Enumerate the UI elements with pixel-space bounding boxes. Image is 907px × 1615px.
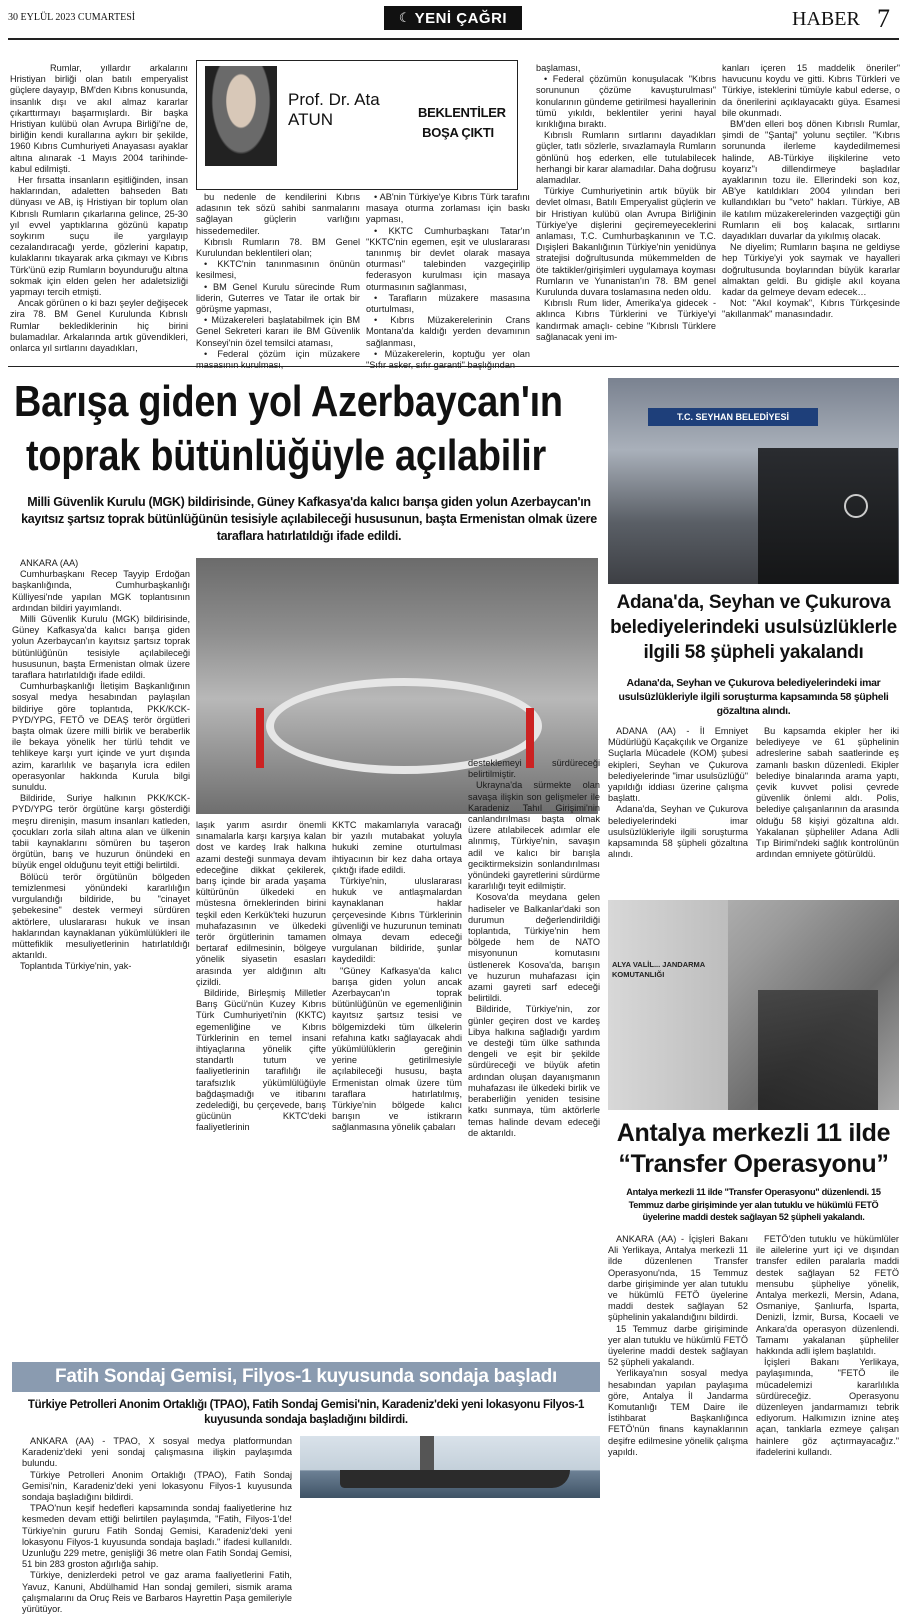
article3-body <box>22 1436 292 1615</box>
article4-col2 <box>756 1234 899 1496</box>
article3-headline: Fatih Sondaj Gemisi, Filyos-1 kuyusunda sondaja başladı <box>55 1366 557 1387</box>
paragraph: BM'den elleri boş dönen Kıbrıslı Rumlar, şimdi de "Şantaj" yolunu seçtiler. "Kıbrıs sorununda ilerleme kaydedilmemesi halinde, AB-Türkiye ilişkilerine veto koyarız"ı dillendirmeye başladılar ayaklarının tozu ile. Ellerindeki son koz, AB'ye katıldıkları 2004 yılından beri kullandıkları bu "veto" hakları. Türkiye, AB ile katılım müzakerelerinden vazgeçtiği gün Rumların eli boş kalacak, sırtlarını dayadıkları duvarlar da yıkılmış olacak. <box>722 119 900 242</box>
article1-spot: Milli Güvenlik Kurulu (MGK) bildirisinde, Güney Kafkasya'da kalıcı barışa giden yolun Azerbaycan'ın kayıtsız şartsız toprak bütünlüğünün tesisiyle açılabileceği hususunun, başta Ermenistan olmak üzere taraflara hatırlatıldığı ifade edildi. <box>21 495 597 543</box>
article1-col3 <box>332 820 462 1355</box>
paragraph: Bölücü terör örgütünün bölgeden temizlenmesi yönündeki kararlılığın vurgulandığı bildiride, bu "cinayet şebekesine" destek vermeyi sürdüren aktörlere, uluslararası hukuk ve insan haklarından kaynaklanan yükümlülükleri ile müttefiklik mesuliyetlerinin hatırlatıldığı aktarıldı. <box>12 871 190 961</box>
paragraph: Türkiye Petrolleri Anonim Ortaklığı (TPAO), Fatih Sondaj Gemisi'nin, Karadeniz'deki yeni lokasyonu Filyos-1 kuyusunda sondaja başladığını bildirdi. <box>22 1469 292 1503</box>
paragraph: Cumhurbaşkanlığı İletişim Başkanlığının sosyal medya hesabından paylaşılan bildiriye göre toplantıda, PKK/KCK-PYD/YPG, FETÖ ve DEAŞ terör örgütleri başta olmak üzere milli birlik ve beraberlik ile bekaya yönelik her türlü tehdit ve tehlikeye karşı yurt içinde ve yurt dışında azim, kararlılık ve başarıyla icra edilen operasyonlar hakkında Kurula bilgi sunuldu. <box>12 681 190 793</box>
paragraph: KKTC makamlarıyla varacağı bir yazılı mutabakat yoluyla hukuki zemine oturtulması ihtiyacının bir kez daha ortaya çıktığı ifade edildi. <box>332 820 462 875</box>
paragraph: Ukrayna'da sürmekte olan savaşa ilişkin son gelişmeler ile Karadeniz Tahıl Girişimi'nin canlandırılması başta olmak üzere atılabilecek adımlar ele alınmış, Türkiye'nin, savaşın adil ve kalıcı bir barışla geciktirmeksizin sonlandırılması yönündeki gayretlerini sürdürme kararlılığı teyit edilmiştir. <box>468 780 600 892</box>
article2-headline-3: ilgili 58 şüpheli yakalandı <box>643 642 864 663</box>
paragraph: Toplantıda Türkiye'nin, yak- <box>20 961 132 972</box>
flag-left-icon <box>256 708 264 768</box>
logo-star-icon: ☾ <box>398 10 411 25</box>
paragraph: laşık yarım asırdır önemli sınamalarla karşı karşıya kalan dost ve kardeş Irak halkına azami desteği sunmaya devam edeceğine dikkat çekilerek, barış içinde bir arada yaşama kültürünün ülkedeki en müstesna örneklerinden birini teşkil eden Kerkük'teki huzurun muhafazasının ve ülkedeki terör örgütlerinin tamamen bertaraf edilmesinin, bölgeye yönelik siyasetin esasları arasında yer aldığının altı çizildi. <box>196 820 326 987</box>
paragraph: Cumhurbaşkanı Recep Tayyip Erdoğan başkanlığında, Cumhurbaşkanlığı Külliyesi'nde yapılan MGK toplantısının ardından bildiri yayımlandı. <box>12 569 190 613</box>
paragraph: ANKARA (AA) - İçişleri Bakanı Ali Yerlikaya, Antalya merkezli 11 ilde düzenlenen Transfer Operasyonu'nda, 15 Temmuz darbe girişiminde yer alan tutuklu ve hükümlü FETÖ üyelerine maddi destek sağlayan 52 şüphelinin yakalandığını bildirdi. <box>608 1234 748 1323</box>
article1-col4 <box>468 758 600 1355</box>
article1-col1 <box>12 558 190 1355</box>
paragraph: • Kıbrıs Müzakerelerinin Crans Montana'da kaldığı yerden devamının sağlanması, <box>366 315 530 348</box>
paragraph: Bu kapsamda ekipler her iki belediyeye ve 61 şüphelinin adreslerine sabah saatlerinde eş zamanlı baskın düzenledi. Ekipler belediye binalarında arama yaptı, çevik kuvvet polisi çevrede güvenlik önlemi aldı. Polis, belediye çalışanlarının da arasında olduğu 58 kişiyi gözaltına aldı. Yakalanan şüpheliler Adana Adli Tıp Birimi'ndeki sağlık kontrolünün ardından emniyete götürüldü. <box>756 726 899 860</box>
dateline: ANKARA (AA) <box>20 558 79 568</box>
article2-headline-1: Adana'da, Seyhan ve Çukurova <box>616 592 891 613</box>
paragraph: • AB'nin Türkiye'ye Kıbrıs Türk tarafını masaya oturma zorlaması için baskı yapması, <box>366 192 530 225</box>
paragraph: Türkiye Cumhuriyetinin artık büyük bir devlet olması, Batılı Emperyalist güçlerin ve bir Hristiyan kulübü olan Avrupa Birliğinin Türkiye'ye dişlerini geçiremeyeceklerini anlaması, T.C. Cumhurbaşkanının ve T.C. Dışişleri Bakanlığının Türkiye'nin yenidünya stratejisi doğrultusunda mükemmelden de öte taktikler/girişimleri uygulamaya koyması Rumların ve Yunanistan'ın 78. BM genel Kurulunda duvara toslamasına neden oldu. <box>536 186 716 298</box>
building-wall <box>608 900 728 1110</box>
paragraph: 15 Temmuz darbe girişiminde yer alan tutuklu ve hükümlü FETÖ üyelerine maddi destek sağlayan 52 şüpheli yakalandı. <box>608 1323 748 1368</box>
suspects-group <box>758 990 878 1110</box>
column-col1 <box>10 63 188 360</box>
article2-col1 <box>608 726 748 886</box>
column-title: BEKLENTİLER BOŞA ÇIKTI <box>418 105 506 140</box>
police-emblem-icon <box>844 494 868 518</box>
article2-headline-2: belediyelerindeki usulsüzlüklerle <box>610 617 897 638</box>
paragraph: kanları içeren 15 maddelik öneriler" havucunu koydu ve gitti. Kıbrıs Türkleri ve Türkiye, isteklerini tümüyle kabul ederse, o da önerilerini açıklayacaktı güya. Esamesi bile okunmadı. <box>722 63 900 118</box>
paragraph: • Tarafların müzakere masasına oturtulması, <box>366 292 530 315</box>
paragraph: Bildiride, Birleşmiş Milletler Barış Gücü'nün Kuzey Kıbrıs Türk Cumhuriyeti'nin (KKTC) egemenliğine ve Kıbrıs Türklerinin en temel insani ihtiyaçlarına yönelik çifte standartlı tutum ve faaliyetlerinin taraflılığı ile tarafsızlık yükümlülüğüyle bağdaşmadığı ve itibarını zedelediği, bu çerçevede, barış gücünün KKTC'deki faaliyetlerinin <box>196 988 326 1133</box>
paragraph: • Müzakerelerin, koptuğu yer olan <box>374 348 530 359</box>
police-officers <box>758 448 898 584</box>
paragraph: • Müzakereleri başlatabilmek için BM Genel Sekreteri kararı ile BM Güvenlik Konseyi'nin özel temsilci ataması, <box>196 315 360 348</box>
page-number: 7 <box>877 4 890 33</box>
author-photo <box>205 66 277 166</box>
header-rule <box>8 38 899 40</box>
paragraph: Bildiride, Türkiye'nin, zor günler geçiren dost ve kardeş Libya halkına sağladığı yardım ve desteği tüm ülke sathında dengeli ve eşit bir şekilde sürdüreceği ve büyük afetin ardından oluşan dayanışmanın muhafazası ile ülkedeki birlik ve beraberliğin yeniden tesisine katkı sunmaya, tüm aktörlerle temas halinde devam edeceği de aktarıldı. <box>468 1004 600 1138</box>
paragraph: Kıbrıslı Rum lider, Amerika'ya gidecek -aklınca Kıbrıs Türklerini ve Türkiye'yi kandırmak amaçlı- cebine "Kıbrıslı Türklere sağlanacak yeni im- <box>536 298 716 342</box>
section-label: HABER <box>792 8 860 30</box>
seyhan-municipality-photo <box>608 378 899 584</box>
article3-spot: Türkiye Petrolleri Anonim Ortaklığı (TPAO), Fatih Sondaj Gemisi'nin, Karadeniz'deki yeni lokasyonu Filyos-1 kuyusunda sondaja başladığını bildirdi. <box>27 1399 585 1426</box>
paragraph: • KKTC Cumhurbaşkanı Tatar'ın "KKTC'nin egemen, eşit ve uluslararası tanınmış bir devlet olarak masaya oturması" talebinden vazgeçirilip federasyon kurulması için masaya oturmasının sağlanması, <box>366 225 530 292</box>
gendarmerie-photo <box>608 900 899 1110</box>
gendarmerie-sign: ALYA VALİL... JANDARMA KOMUTANLIĞI <box>612 960 705 979</box>
article1-headline-1: Barışa giden yol Azerbaycan'ın <box>14 377 563 426</box>
column-col4 <box>536 63 716 360</box>
article2-col2 <box>756 726 899 886</box>
drilling-ship-photo <box>300 1436 600 1498</box>
paragraph: "Güney Kafkasya'da kalıcı barışa giden yolun ancak Azerbaycan'ın toprak bütünlüğünün ve egemenliğinin kayıtsız şartsız tesisi ve bölgemizdeki tüm ülkelerin refahına katkı sağlayacak ahdi yükümlülüklerin gereğinin yerine getirilmesiyle açılabileceği hususu, başta Ermenistan olmak üzere tüm taraflara hatırlatılmış, Türkiye'nin bölgede kalıcı barışın ve istikrarın sağlanmasına yönelik çabaları <box>332 965 462 1133</box>
paragraph: ADANA (AA) - İl Emniyet Müdürlüğü Kaçakçılık ve Organize Suçlarla Mücadele (KOM) şubesi ekipleri, Seyhan ve Çukurova belediyelerinde "imar usulsüzlüğü" yapıldığı iddiası üzerine çalışma başlattı. <box>608 726 748 804</box>
article1-col2 <box>196 820 326 1355</box>
paragraph: bu nedenle de kendilerini Kıbrıs adasının tek sözü sahibi sanmalarını sağlayan güçlerin varlığını hissedemediler. <box>196 192 360 236</box>
column-divider <box>8 366 899 367</box>
paragraph: Türkiye, denizlerdeki petrol ve gaz arama faaliyetlerini Fatih, Yavuz, Kanuni, Abdülhamid Han sondaj gemileri, sismik arama çalışmalarını da Oruç Reis ve Barbaros Hayrettin Paşa gemileriyle yürütüyor. <box>22 1570 292 1615</box>
paragraph: Not: "Akıl koymak", Kıbrıs Türkçesinde "akıllanmak" manasındadır. <box>722 298 900 320</box>
masthead-logo <box>384 6 522 30</box>
author-name: Prof. Dr. Ata ATUN <box>288 90 380 129</box>
column-col2 <box>196 192 360 360</box>
paragraph: TPAO'nun keşif hedefleri kapsamında sondaj faaliyetlerine hız kesmeden devam ettiği belirtilen paylaşımda, "Fatih, Filyos-1'de! Türkiye'nin gururu Fatih Sondaj Gemisi, Karadeniz'deki yeni lokasyonu Filyos-1 kuyusunda sondaja başladı." ifadesi kullanıldı. Uzunluğu 229 metre, genişliği 36 metre olan Fatih Sondaj Gemisi, 51 bin 283 groston ağırlığa sahip. <box>22 1503 292 1570</box>
paragraph: Kıbrıslı Rumların sırtlarını dayadıkları güçler, tatlı sözlerle, sıvazlamayla Rumların gönlünü hoş ederken, elle tutulabilecek herhangi bir karar alamadılar. Daha doğrusu alamadılar. <box>536 130 716 186</box>
paragraph: • KKTC'nin tanınmasının önünün kesilmesi, <box>196 259 360 281</box>
paragraph: Rumlar, yıllardır arkalarını Hristiyan birliği olan batılı emperyalist güçlere dayayıp, BM'den Kıbrıs konusunda, insanlık dışı ve akıl almaz kararlar çıkarttırmayı başarmışlardı. Bir başka Hristiyan kulübü olan Avrupa Birliği'ne de, birliğin kendi kurallarına aykırı bir şekilde, 1960 Kıbrıs Cumhuriyeti Anayasası ayaklar altına alınarak -1 Mayıs 2004 tarihinde- kabul edilmişti. <box>10 63 188 174</box>
paragraph: Türkiye'nin, uluslararası hukuk ve antlaşmalardan kaynaklanan haklar çerçevesinde Kıbrıs Türklerinin güvenliği ve huzurunun teminatı olmaya devam edeceği vurgulanan bildiride, şunlar kaydedildi: <box>332 876 462 965</box>
article4-headline-2: “Transfer Operasyonu” <box>618 1150 889 1178</box>
column-col5 <box>722 63 900 360</box>
article4-col1 <box>608 1234 748 1496</box>
article3-banner <box>12 1362 600 1392</box>
article1-headline-2: toprak bütünlüğüyle açılabilir <box>26 431 546 480</box>
paragraph: Kosova'da meydana gelen hadiseler ve Balkanlar'daki son durumun değerlendirildiği toplantıda, Türkiye'nin hem bölgede hem de NATO misyonunun komutasını üstlenerek Kosova'da, barışın ve huzurun muhafazası için azami gayreti sarf edeceği belirtildi. <box>468 892 600 1004</box>
building-sign: T.C. SEYHAN BELEDİYESİ <box>648 408 818 426</box>
logo-text: YENİ ÇAĞRI <box>414 9 508 27</box>
paragraph: • Federal çözüm için müzakere <box>204 348 360 359</box>
paragraph: • BM Genel Kurulu sürecinde Rum liderin, Guterres ve Tatar ile ortak bir görüşme yapması, <box>196 281 360 315</box>
article4-headline-1: Antalya merkezli 11 ilde <box>616 1119 891 1147</box>
paragraph: Yerlikaya'nın sosyal medya hesabından yapılan paylaşıma göre, Antalya İl Jandarma Komutanlığı TEM Daire ile İstihbarat Başkanlığınca FETÖ'nün finans kaynaklarının deşifre edilmesine yönelik çalışma yapıldı. <box>608 1368 748 1457</box>
article4-spot: Antalya merkezli 11 ilde "Transfer Operasyonu" düzenlendi. 15 Temmuz darbe girişiminde yer alan tutuklu ve hükümlü FETÖ üyelerine maddi destek sağlayan 52 şüpheli yakalandı. <box>626 1187 881 1222</box>
paragraph: başlaması, <box>536 63 581 73</box>
column-col3 <box>366 192 530 360</box>
paragraph: • Federal çözümün konuşulacak "Kıbrıs sorununun çözüme kavuşturulması" konularının gündeme getirilmesi hayallerinin tümü yıkıldı, beklentiler yerini hayal kırıklığına bıraktı. <box>536 74 716 130</box>
paragraph: Kıbrıslı Rumların 78. BM Genel Kurulundan beklentileri olan; <box>196 236 360 259</box>
article2-spot: Adana'da, Seyhan ve Çukurova belediyelerindeki imar usulsüzlükleriyle ilgili soruşturma kapsamında 58 şüpheli gözaltına alındı. <box>618 677 889 717</box>
paragraph: ANKARA (AA) - TPAO, X sosyal medya platformundan Karadeniz'deki yeni sondaj çalışmasına ilişkin paylaşımda bulundu. <box>22 1436 292 1469</box>
paragraph: Ancak görünen o ki bazı şeyler değişecek zira 78. BM Genel Kurulunda Kıbrıslı Rumlar beklediklerinin hiç birini bulamadılar. Arkalarında artık güvendikleri, onlarca yıl sırtlarını dayadıkları, <box>10 298 188 354</box>
paragraph: desteklemeyi sürdüreceği belirtilmiştir. <box>468 758 600 780</box>
paragraph: Bildiride, Suriye halkının PKK/KCK-PYD/YPG terör örgütüne karşı gösterdiği meşru direnişin, masum insanları katleden, çocukları zorla silah altına alan ve ülkenin tabii kaynaklarını sömüren bu taşeron örgütün, barış ve huzurun önündeki en büyük engel olduğunu teyit ettiği belirtildi. <box>12 793 190 871</box>
paragraph: Her fırsatta insanların eşitliğinden, insan haklarından, adaletten bahseden Batı dünyası ve AB, iş Hristiyan bir toplum olan Kıbrıslı Rumların çıkarlarına gelince, 25-30 yıl evvel yaptıklarına gözünü kapatıp soykırım suçu ile yargılayıp cezalandıracağı yerde, gözlerini kapatıp, kulaklarını tıkayarak arka çıkmayı ve Kıbrıs Türk'ünü ezip Rumların boyunduruğu altına sokmak için elden gelen her adaletsizliği yapmayı tercih etmişti. <box>10 175 188 298</box>
ship-hull <box>340 1470 570 1488</box>
paragraph: FETÖ'den tutuklu ve hükümlüler ile ailelerine yurt içi ve dışından transfer edilen paralarla maddi destek sağlayan 52 FETÖ mensubu şüpheliye yönelik, Antalya merkezli, Mersin, Adana, Osmaniye, Şanlıurfa, Isparta, Denizli, İzmir, Bursa, Kocaeli ve Ankara'da operasyon düzenlendi. Tamamı yakalanan şüpheliler hakkında adli işlem başlatıldı. <box>756 1234 899 1357</box>
paragraph: Milli Güvenlik Kurulu (MGK) bildirisinde, Güney Kafkasya'da kalıcı barışa giden yolun Azerbaycan'ın kayıtsız şartsız toprak bütünlüğünün tesisiyle açılabileceği hususunun, başta Ermenistan olmak üzere taraflara hatırlatıldığı ifade edildi. <box>12 614 190 681</box>
paragraph: İçişleri Bakanı Yerlikaya, paylaşımında, "FETÖ ile mücadelemizi kararlılıkla sürdüreceğiz. Operasyonu düzenleyen jandarmamızı tebrik ediyorum. Halkımızın iznine ateş açan, tanklarla ezmeye çalışan hainlere göz açtırmayacağız." ifadelerini kullandı. <box>756 1357 899 1457</box>
header-date: 30 EYLÜL 2023 CUMARTESİ <box>8 12 136 23</box>
paragraph: Adana'da, Seyhan ve Çukurova belediyelerindeki imar usulsüzlükleriyle ilgili soruşturma kapsamında 58 şüpheli gözaltına alındı. <box>608 804 748 860</box>
paragraph: Ne diyelim; Rumların başına ne geldiyse hep Türkiye'yi yok saymak ve hayalleri doğrultusunda boylarından büyük kararlar almaktan geldi. Bu gidişle akıl koyana kadar da gelmeye devam edecek… <box>722 242 900 298</box>
